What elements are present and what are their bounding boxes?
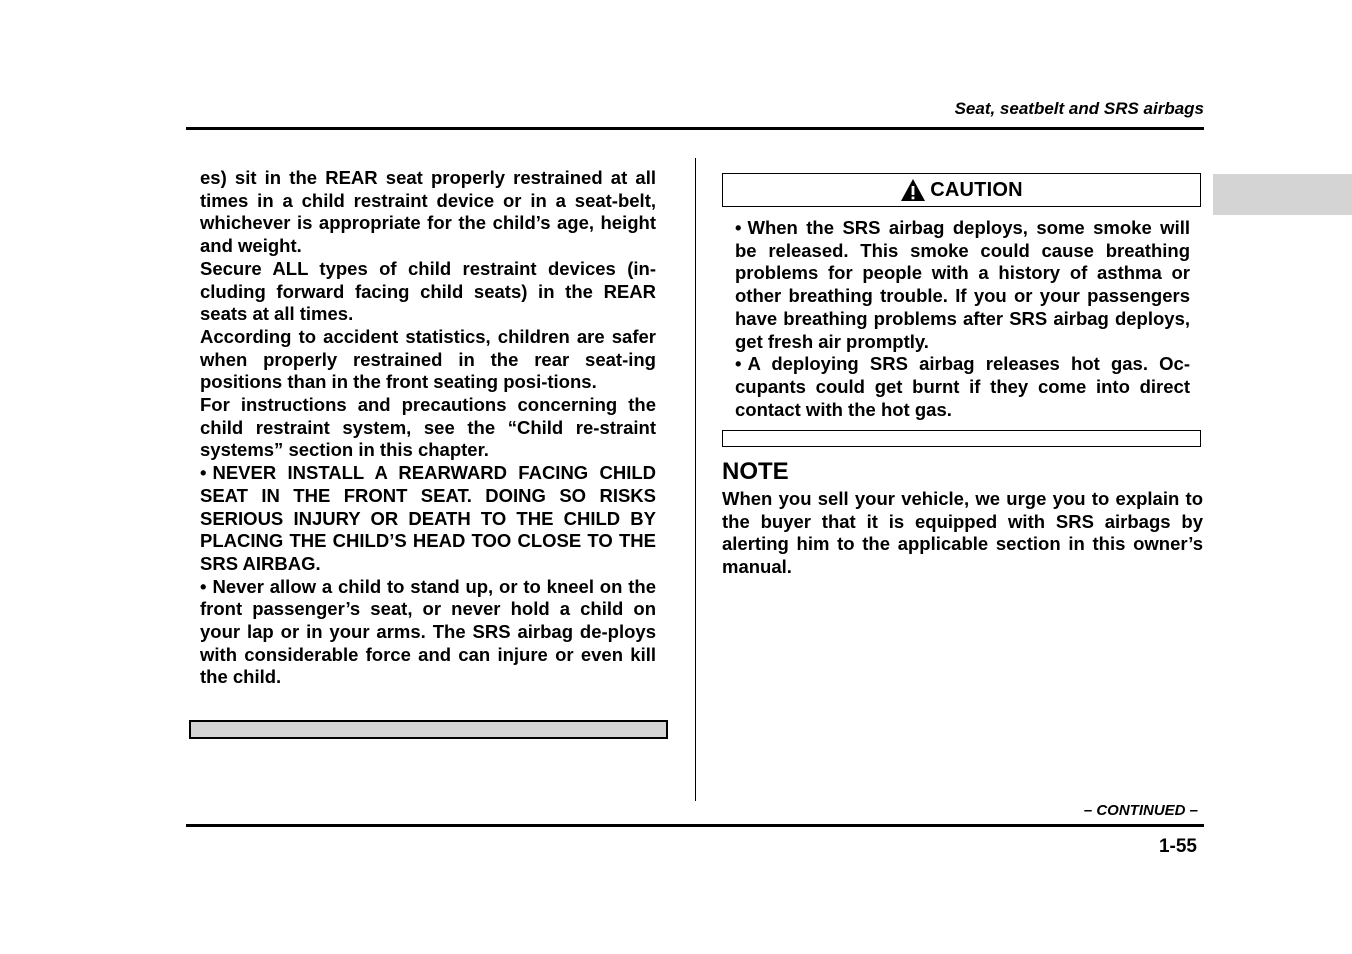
left-column [200,167,656,689]
chapter-tab [1213,174,1352,215]
paragraph: es) sit in the REAR seat properly restrained at all times in a child restraint device or in a seat-belt, whichever is appropriate for the child’s age, height and weight. [200,167,656,257]
caution-header [722,173,1201,207]
caution-label: CAUTION [930,178,1023,201]
warning-bullet [200,462,656,576]
paragraph: According to accident statistics, children are safer when properly restrained in the rear seat-ing positions than in the front seating posi-tions. [200,325,656,393]
paragraph: Secure ALL types of child restraint devices (in-cluding forward facing child seats) in the REAR seats at all times. [200,257,656,325]
note-text: When you sell your vehicle, we urge you to explain to the buyer that it is equipped with SRS airbags by alerting him to the applicable section in this owner’s manual. [722,488,1203,578]
continued-label: – CONTINUED – [1083,802,1198,819]
note-title: NOTE [722,458,789,485]
bullet-text: When the SRS airbag deploys, some smoke will be released. This smoke could cause breathing problems for people with a history of asthma or other breathing trouble. If you or your passengers have breathing problems after SRS airbag deploys, get fresh air promptly. [735,217,1190,352]
column-divider [695,158,696,801]
warning-bullet [200,576,656,690]
paragraph: For instructions and precautions concerning the child restraint system, see the “Child re-straint systems” section in this chapter. [200,394,656,461]
caution-body [735,217,1190,421]
bullet-text: NEVER INSTALL A REARWARD FACING CHILD SEAT IN THE FRONT SEAT. DOING SO RISKS SERIOUS INJURY OR DEATH TO THE CHILD BY PLACING THE CHILD’S HEAD TOO CLOSE TO THE SRS AIRBAG. [200,462,656,574]
warning-end-bar [189,720,668,739]
warning-triangle-icon [900,178,926,202]
bullet-text: A deploying SRS airbag releases hot gas. Oc-cupants could get burnt if they come into direct contact with the hot gas. [735,353,1190,420]
section-header: Seat, seatbelt and SRS airbags [954,99,1204,118]
bullet-text: Never allow a child to stand up, or to kneel on the front passenger’s seat, or never hold a child on your lap or in your arms. The SRS airbag de-ploys with considerable force and can injure or even kill the child. [200,575,656,688]
caution-bullet [735,217,1190,353]
caution-end-bar [722,430,1201,447]
footer-rule [186,824,1204,827]
page-number: 1-55 [1158,836,1197,857]
caution-bullet [735,353,1190,421]
header-rule [186,127,1204,130]
